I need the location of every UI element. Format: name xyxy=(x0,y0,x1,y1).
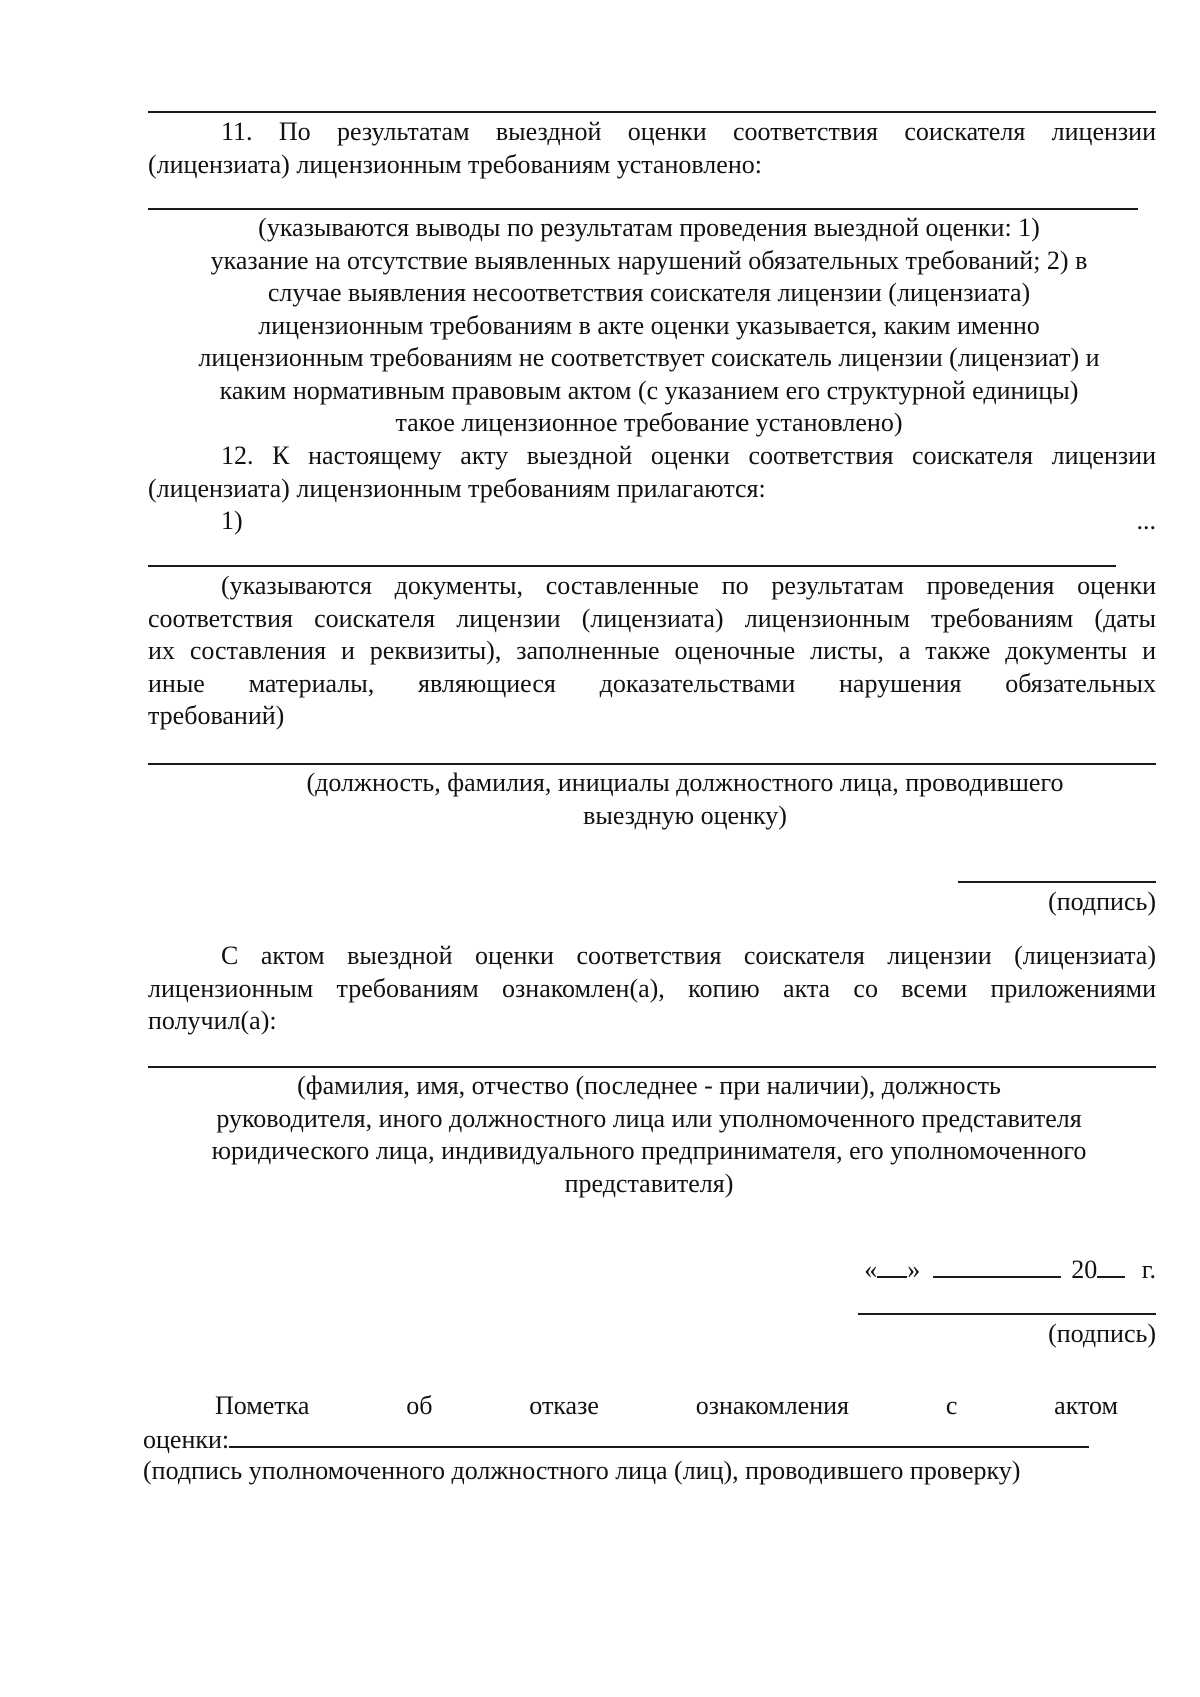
signature-label-2: (подпись) xyxy=(1048,1319,1156,1348)
person-hint-line: представителя) xyxy=(564,1168,734,1198)
attachments-hint-line: требований) xyxy=(148,701,285,730)
attachments-hint-line: соответствия соискателя лицензии (лицензиата) лицензионным требованиям (даты xyxy=(148,603,1156,633)
attachments-input-line[interactable] xyxy=(148,565,1116,567)
acquaintance-line-1: С актом выездной оценки соответствия соискателя лицензии (лицензиата) xyxy=(221,941,1156,970)
top-rule xyxy=(148,111,1156,113)
section-11-line-2: (лицензиата) лицензионным требованиям установлено: xyxy=(148,149,762,179)
acquaintance-line-3: получил(а): xyxy=(148,1006,277,1035)
refusal-line-2 xyxy=(143,1422,1089,1457)
official-input-line[interactable] xyxy=(148,763,1156,765)
findings-hint-line: лицензионным требованиям не соответствует соискатель лицензии (лицензиат) и xyxy=(198,343,1100,372)
signature-line-1[interactable] xyxy=(958,881,1156,883)
person-hint xyxy=(140,1070,1158,1200)
section-11-line-1: 11. По результатам выездной оценки соответствия соискателя лицензии xyxy=(221,117,1156,146)
month-input[interactable] xyxy=(933,1252,1061,1278)
day-input[interactable] xyxy=(877,1252,907,1278)
findings-hint-line: каким нормативным правовым актом (с указанием его структурной единицы) xyxy=(219,375,1079,405)
section-12-line-1: 12. К настоящему акту выездной оценки соответствия соискателя лицензии xyxy=(221,441,1156,470)
findings-hint xyxy=(140,212,1158,440)
person-hint-line: юридического лица, индивидуального предпринимателя, его уполномоченного xyxy=(211,1136,1087,1165)
signature-label-1: (подпись) xyxy=(1048,887,1156,916)
findings-hint-line: (указываются выводы по результатам проведения выездной оценки: 1) xyxy=(258,213,1040,242)
date-close-quote: » xyxy=(907,1255,921,1284)
year-prefix: 20 xyxy=(1071,1255,1098,1284)
attachments-hint-line: (указываются документы, составленные по результатам проведения оценки xyxy=(221,571,1156,600)
section-12-paragraph xyxy=(148,440,1156,505)
attachments-hint-line: иные материалы, являющиеся доказательствами нарушения обязательных xyxy=(148,668,1156,698)
official-hint-line-1: (должность, фамилия, инициалы должностного лица, проводившего xyxy=(306,768,1064,797)
section-12-line-2: (лицензиата) лицензионным требованиям прилагаются: xyxy=(148,473,766,503)
year-input[interactable] xyxy=(1097,1252,1125,1278)
findings-hint-line: такое лицензионное требование установлено) xyxy=(395,408,903,437)
person-hint-line: (фамилия, имя, отчество (последнее - при наличии), должность xyxy=(297,1071,1001,1100)
official-hint-line-2: выездную оценку) xyxy=(583,800,787,830)
attachment-ellipsis: ... xyxy=(1136,506,1156,535)
findings-hint-line: случае выявления несоответствия соискателя лицензии (лицензиата) xyxy=(267,278,1031,307)
official-hint xyxy=(180,767,1190,832)
person-input-line[interactable] xyxy=(148,1066,1156,1068)
attachments-hint-line: их составления и реквизиты), заполненные оценочные листы, а также документы и xyxy=(148,636,1156,665)
refusal-line-1: Пометка об отказе ознакомления с актом xyxy=(215,1391,1118,1420)
acquaintance-paragraph xyxy=(148,940,1156,1038)
findings-hint-line: лицензионным требованиям в акте оценки указывается, каким именно xyxy=(258,310,1040,340)
attachments-hint xyxy=(148,570,1156,733)
refusal-label: оценки: xyxy=(143,1425,230,1454)
findings-input-line[interactable] xyxy=(148,208,1138,210)
year-suffix: г. xyxy=(1141,1255,1156,1284)
refusal-input[interactable] xyxy=(229,1422,1089,1448)
acquaintance-line-2: лицензионным требованиям ознакомлен(а), копию акта со всеми приложениями xyxy=(148,973,1156,1003)
section-11-paragraph xyxy=(148,116,1156,181)
person-hint-line: руководителя, иного должностного лица или уполномоченного представителя xyxy=(216,1103,1082,1133)
refusal-hint: (подпись уполномоченного должностного лица (лиц), проводившего проверку) xyxy=(143,1456,1021,1485)
signature-line-2[interactable] xyxy=(858,1313,1156,1315)
findings-hint-line: указание на отсутствие выявленных нарушений обязательных требований; 2) в xyxy=(210,245,1088,275)
date-line xyxy=(700,1252,1156,1287)
attachment-item-1: 1) xyxy=(221,506,243,535)
date-open-quote: « xyxy=(864,1255,878,1284)
